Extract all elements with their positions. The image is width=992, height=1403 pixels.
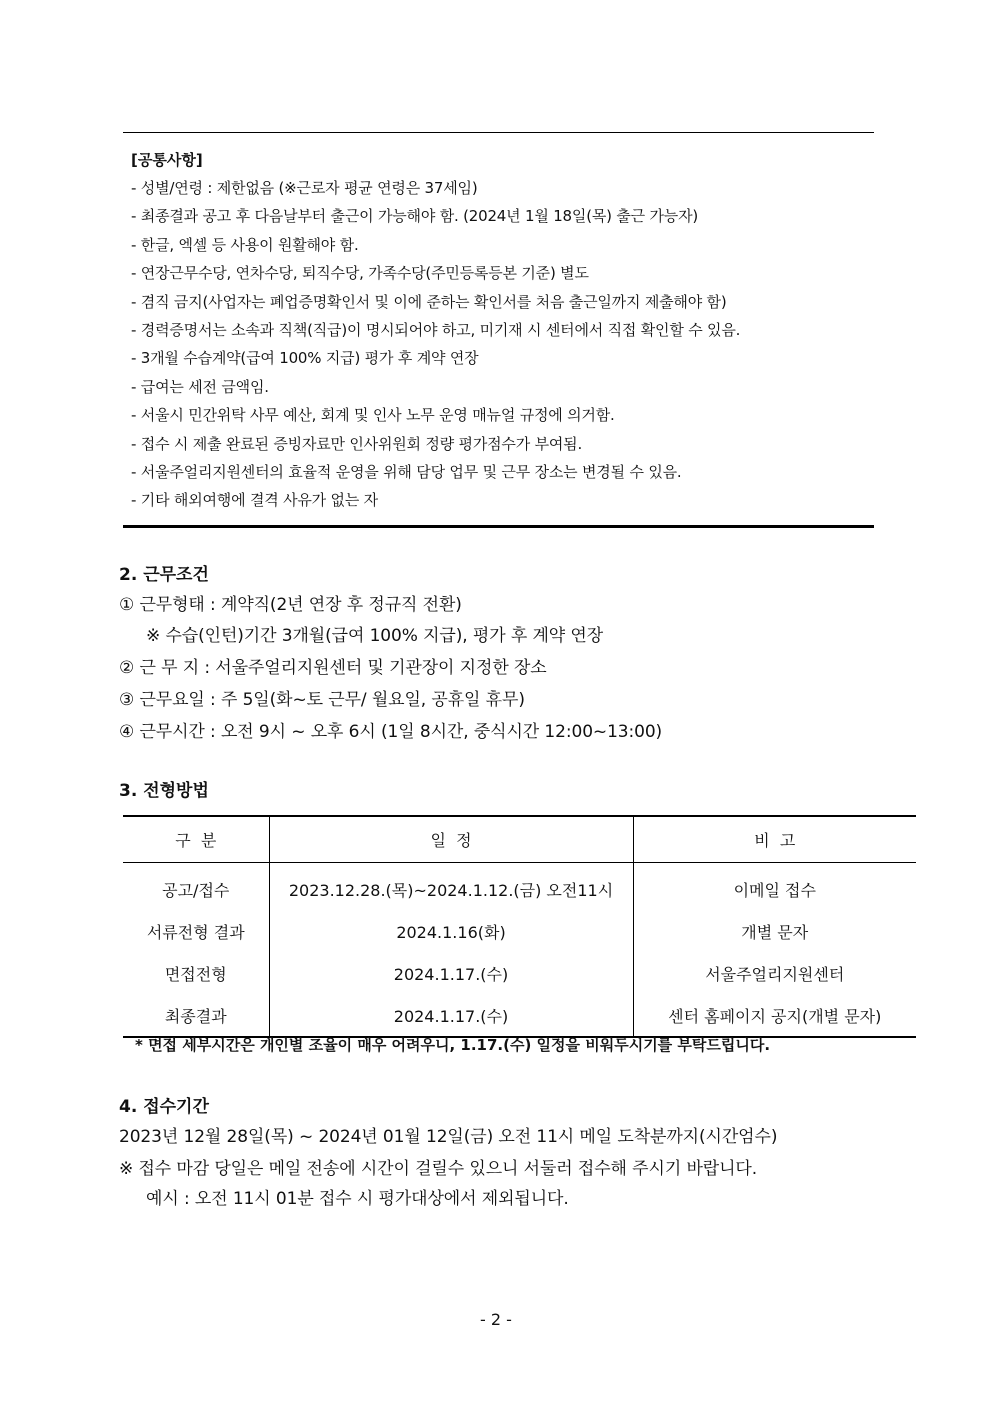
common-box-bottom-border: [123, 525, 874, 528]
cell-schedule: 2023.12.28.(목)~2024.1.12.(금) 오전11시: [269, 863, 633, 911]
common-item: - 경력증명서는 소속과 직책(직급)이 명시되어야 하고, 미기재 시 센터에서 직접 확인할 수 있음.: [131, 320, 741, 339]
table-row: [123, 910, 916, 952]
cell-category: 공고/접수: [162, 880, 230, 900]
application-period-line: 2023년 12월 28일(목) ~ 2024년 01월 12일(금) 오전 11시 메일 도착분까지(시간엄수): [119, 1127, 778, 1147]
common-item: - 급여는 세전 금액임.: [131, 377, 269, 396]
work-type-line: ① 근무형태 : 계약직(2년 연장 후 정규직 전환): [119, 595, 462, 615]
cell-schedule: 2024.1.17.(수): [269, 994, 633, 1037]
cell-remarks: 센터 홈페이지 공지(개별 문자): [633, 994, 916, 1037]
table-header-row: [123, 816, 916, 863]
cell-category: 면접전형: [164, 964, 227, 984]
common-item: - 서울주얼리지원센터의 효율적 운영을 위해 담당 업무 및 근무 장소는 변경될 수 있음.: [131, 462, 682, 481]
cell-remarks: 이메일 접수: [733, 880, 816, 900]
deadline-warning: ※ 접수 마감 당일은 메일 전송에 시간이 걸릴수 있으니 서둘러 접수해 주시기 바랍니다.: [119, 1159, 758, 1179]
table-row: [123, 994, 916, 1037]
cell-category: 최종결과: [123, 994, 269, 1037]
work-days-line: ③ 근무요일 : 주 5일(화~토 근무/ 월요일, 공휴일 휴무): [119, 690, 525, 710]
table-row: [123, 952, 916, 994]
section-4-title: 4. 접수기간: [119, 1097, 209, 1117]
cell-schedule: 2024.1.17.(수): [269, 952, 633, 994]
table-row: [123, 863, 916, 911]
cell-remarks: 서울주얼리지원센터: [705, 964, 845, 984]
cell-schedule: 2024.1.16(화): [269, 910, 633, 952]
common-requirements: [131, 146, 871, 515]
selection-schedule-table: [123, 815, 916, 1038]
section-2-title: 2. 근무조건: [119, 565, 209, 585]
section-3-title: 3. 전형방법: [119, 781, 209, 801]
probation-note: ※ 수습(인턴)기간 3개월(급여 100% 지급), 평가 후 계약 연장: [146, 626, 604, 646]
header-schedule: 일 정: [269, 816, 633, 863]
cell-category: 서류전형 결과: [146, 922, 245, 942]
common-heading: [공통사항]: [131, 151, 203, 169]
common-item: - 기타 해외여행에 결격 사유가 없는 자: [131, 491, 378, 510]
page-number: - 2 -: [480, 1310, 512, 1329]
common-box-top-border: [123, 132, 874, 133]
work-place-line: ② 근 무 지 : 서울주얼리지원센터 및 기관장이 지정한 장소: [119, 658, 547, 678]
common-item: - 3개월 수습계약(급여 100% 지급) 평가 후 계약 연장: [131, 349, 479, 368]
work-hours-line: ④ 근무시간 : 오전 9시 ~ 오후 6시 (1일 8시간, 중식시간 12:00~13:00): [119, 722, 663, 742]
header-category: 구 분: [123, 816, 269, 863]
cell-remarks: 개별 문자: [741, 922, 809, 942]
common-item: - 연장근무수당, 연차수당, 퇴직수당, 가족수당(주민등록등본 기준) 별도: [131, 264, 589, 283]
common-item: - 최종결과 공고 후 다음날부터 출근이 가능해야 함. (2024년 1월 18일(목) 출근 가능자): [131, 207, 699, 226]
common-item: - 겸직 금지(사업자는 폐업증명확인서 및 이에 준하는 확인서를 처음 출근일까지 제출해야 함): [131, 292, 727, 311]
common-item: - 성별/연령 : 제한없음 (※근로자 평균 연령은 37세임): [131, 179, 478, 197]
common-item: - 서울시 민간위탁 사무 예산, 회계 및 인사 노무 운영 매뉴얼 규정에 의거함.: [131, 406, 615, 425]
interview-note: * 면접 세부시간은 개인별 조율이 매우 어려우니, 1.17.(수) 일정을 비워두시기를 부탁드립니다.: [135, 1036, 771, 1054]
common-item: - 접수 시 제출 완료된 증빙자료만 인사위원회 정량 평가점수가 부여됨.: [131, 434, 583, 453]
deadline-example: 예시 : 오전 11시 01분 접수 시 평가대상에서 제외됩니다.: [146, 1189, 569, 1209]
common-item: - 한글, 엑셀 등 사용이 원활해야 함.: [131, 235, 359, 254]
header-remarks: 비 고: [633, 816, 916, 863]
